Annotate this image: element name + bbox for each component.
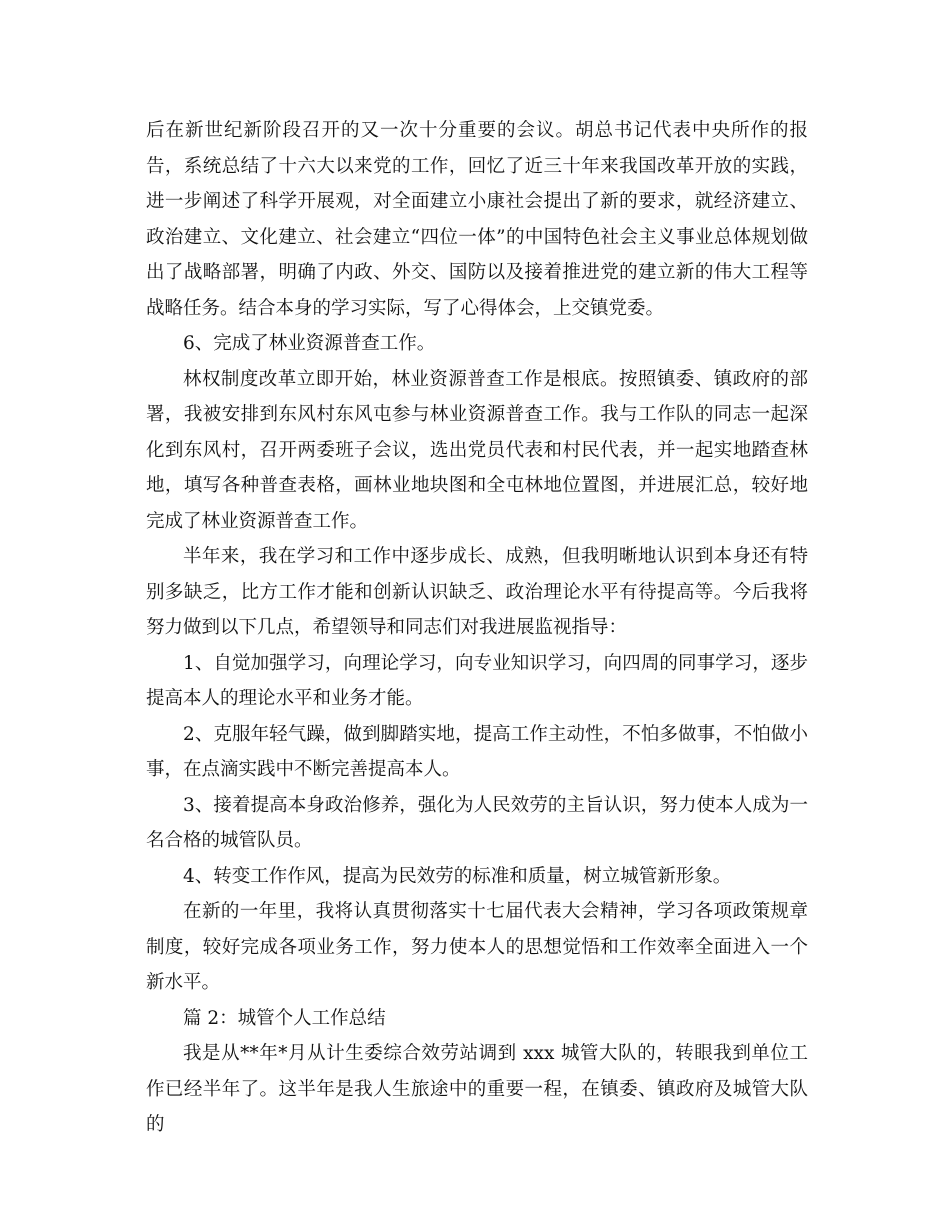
paragraph-point-2: 2、克服年轻气躁，做到脚踏实地，提高工作主动性，不怕多做事，不怕做小事，在点滴实践中不断完善提高本人。 [146, 723, 808, 780]
paragraph-point-3: 3、接着提高本身政治修养，强化为人民效劳的主旨认识，努力使本人成为一名合格的城管队员。 [146, 794, 808, 851]
paragraph-continuation: 后在新世纪新阶段召开的又一次十分重要的会议。胡总书记代表中央所作的报告，系统总结了十六大以来党的工作，回忆了近三十年来我国改革开放的实践，进一步阐述了科学开展观，对全面建立小康社会提出了新的要求，就经济建立、政治建立、文化建立、社会建立“四位一体”的中国特色社会主义事业总体规划做出了战略部署，明确了内政、外交、国防以及接着推进党的建立新的伟大工程等战略任务。结合本身的学习实际，写了心得体会，上交镇党委。 [146, 120, 808, 319]
paragraph-item-6-heading: 6、完成了林业资源普查工作。 [183, 333, 436, 354]
paragraph-point-4: 4、转变工作作风，提高为民效劳的标准和质量，树立城管新形象。 [183, 865, 732, 887]
section-heading-part-2: 篇 2：城管个人工作总结 [183, 1007, 386, 1029]
paragraph-new-year-plan: 在新的一年里，我将认真贯彻落实十七届代表大会精神，学习各项政策规章制度，较好完成各项业务工作，努力使本人的思想觉悟和工作效率全面进入一个新水平。 [146, 901, 808, 993]
paragraph-forestry-survey: 林权制度改革立即开始，林业资源普查工作是根底。按照镇委、镇政府的部署，我被安排到东风村东风屯参与林业资源普查工作。我与工作队的同志一起深化到东风村，召开两委班子会议，选出党员代表和村民代表，并一起实地踏查林地，填写各种普查表格，画林业地块图和全屯林地位置图，并进展汇总，较好地完成了林业资源普查工作。 [146, 368, 808, 532]
document-body [146, 113, 808, 1143]
paragraph-half-year-summary: 半年来，我在学习和工作中逐步成长、成熟，但我明晰地认识到本身还有特别多缺乏，比方工作才能和创新认识缺乏、政治理论水平有待提高等。今后我将努力做到以下几点，希望领导和同志们对我进展监视指导： [146, 546, 808, 638]
paragraph-part-2-intro: 我是从**年*月从计生委综合效劳站调到 xxx 城管大队的，转眼我到单位工作已经半年了。这半年是我人生旅途中的重要一程，在镇委、镇政府及城管大队的 [146, 1043, 808, 1135]
paragraph-point-1: 1、自觉加强学习，向理论学习，向专业知识学习，向四周的同事学习，逐步提高本人的理论水平和业务才能。 [146, 652, 808, 709]
